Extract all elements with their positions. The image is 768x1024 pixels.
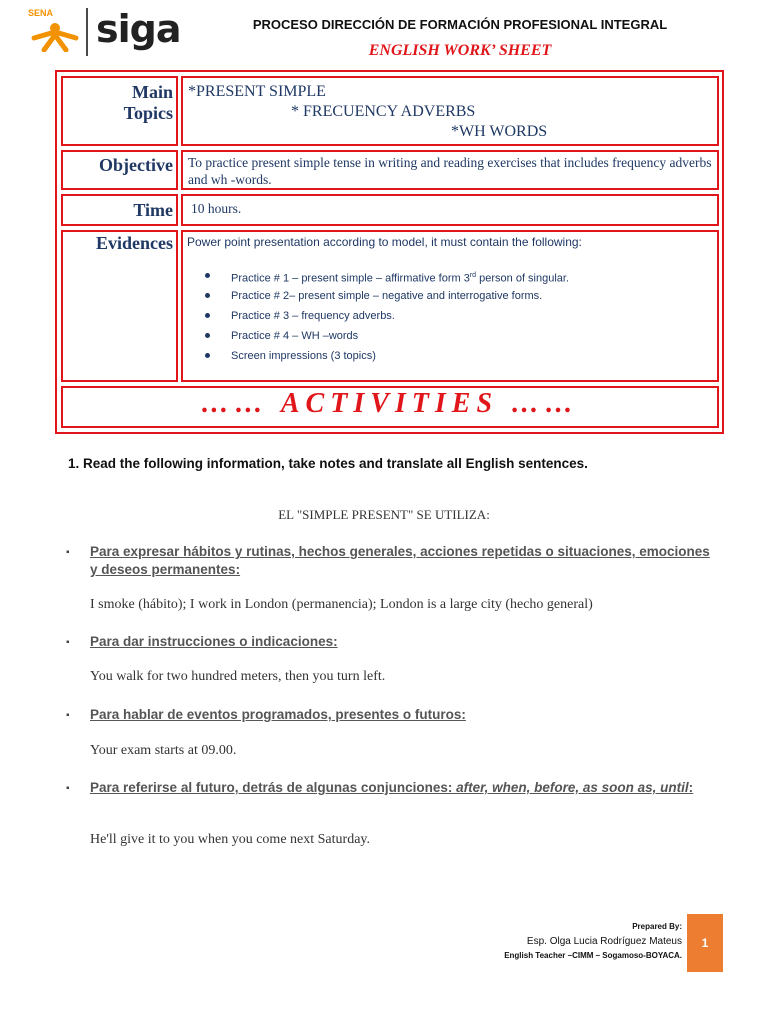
use-1-text: Para expresar hábitos y rutinas, hechos generales, acciones repetidas o situaciones, emociones y deseos permanentes <box>90 544 710 577</box>
time-value-cell <box>181 194 719 226</box>
section-title: EL "SIMPLE PRESENT" SE UTILIZA: <box>278 507 490 522</box>
evidences-label: Evidences <box>95 233 173 253</box>
objective-label: Objective <box>99 155 173 175</box>
example-1: I smoke (hábito); I work in London (permanencia); London is a large city (hecho general) <box>90 597 593 612</box>
list-item <box>183 306 717 326</box>
objective-value-cell <box>181 150 719 190</box>
practice-5-text: Screen impressions (3 topics) <box>231 350 376 362</box>
main-topics-label <box>63 78 176 124</box>
document-header-title: PROCESO DIRECCIÓN DE FORMACIÓN PROFESIONAL INTEGRAL <box>252 17 668 32</box>
worksheet-info-table <box>55 70 724 434</box>
square-bullet-icon: ▪ <box>66 710 70 721</box>
use-4-heading <box>90 779 710 797</box>
main-topics-label-cell <box>61 76 178 146</box>
siga-brand: siga <box>96 7 181 51</box>
evidences-list <box>183 266 717 366</box>
bullet-icon <box>205 273 210 278</box>
practice-1-text: Practice # 1 – present simple – affirmative form 3 <box>231 272 470 285</box>
bullet-icon <box>205 333 210 338</box>
use-4-text: Para referirse al futuro, detrás de algunas conjunciones: <box>90 780 457 795</box>
objective-text: To practice present simple tense in writing and reading exercises that includes frequency adverbs and wh -words. <box>188 155 712 187</box>
use-3-heading: Para hablar de eventos programados, presentes o futuros: <box>90 707 466 722</box>
use-1-colon: : <box>235 562 241 577</box>
example-2: You walk for two hundred meters, then you turn left. <box>90 669 386 684</box>
bullet-icon <box>205 353 210 358</box>
list-item <box>183 286 717 306</box>
use-4-colon: : <box>688 780 694 795</box>
bullet-icon <box>205 293 210 298</box>
logo-separator <box>86 8 88 56</box>
topic-present-simple: *PRESENT SIMPLE <box>188 83 326 100</box>
topic-frequency-adverbs: * FRECUENCY ADVERBS <box>291 103 476 120</box>
evidences-label-cell <box>61 230 178 382</box>
time-label-cell <box>61 194 178 226</box>
topic-wh-words: *WH WORDS <box>451 123 548 140</box>
time-value: 10 hours. <box>191 201 242 216</box>
square-bullet-icon: ▪ <box>66 783 70 794</box>
list-item <box>183 346 717 366</box>
prepared-by-label: Prepared By: <box>632 922 682 931</box>
practice-1-end: person of singular. <box>476 272 570 285</box>
evidences-value-cell <box>181 230 719 382</box>
activities-cell <box>61 386 719 428</box>
author-name: Esp. Olga Lucia Rodríguez Mateus <box>526 936 682 947</box>
list-item <box>183 266 717 286</box>
practice-4-text: Practice # 4 – WH –words <box>231 330 359 342</box>
time-label: Time <box>133 200 173 220</box>
practice-2-text: Practice # 2– present simple – negative and interrogative forms. <box>231 290 543 302</box>
use-4-conjunctions: after, when, before, as soon as, until <box>456 780 689 795</box>
page-number: 1 <box>687 914 723 972</box>
practice-1-superscript: rd <box>469 272 477 279</box>
sena-logo-text: SENA <box>28 8 54 18</box>
objective-label-cell <box>61 150 178 190</box>
practice-3-text: Practice # 3 – frequency adverbs. <box>231 310 395 322</box>
document-subtitle: ENGLISH WORK’ SHEET <box>368 42 552 59</box>
topics-label: Topics <box>123 103 173 123</box>
example-4: He'll give it to you when you come next Saturday. <box>90 832 370 847</box>
main-label: Main <box>131 82 173 102</box>
use-2-heading: Para dar instrucciones o indicaciones: <box>90 634 338 649</box>
example-3: Your exam starts at 09.00. <box>90 743 237 758</box>
bullet-icon <box>205 313 210 318</box>
use-1-heading <box>90 543 710 579</box>
evidences-intro: Power point presentation according to model, it must contain the following: <box>187 235 582 249</box>
square-bullet-icon: ▪ <box>66 547 70 558</box>
activities-heading: …… ACTIVITIES …… <box>200 388 580 419</box>
question-1: 1. Read the following information, take notes and translate all English sentences. <box>68 456 588 471</box>
list-item <box>183 326 717 346</box>
author-role: English Teacher –CIMM – Sogamoso-BOYACA. <box>504 951 682 960</box>
main-topics-value-cell <box>181 76 719 146</box>
square-bullet-icon: ▪ <box>66 637 70 648</box>
